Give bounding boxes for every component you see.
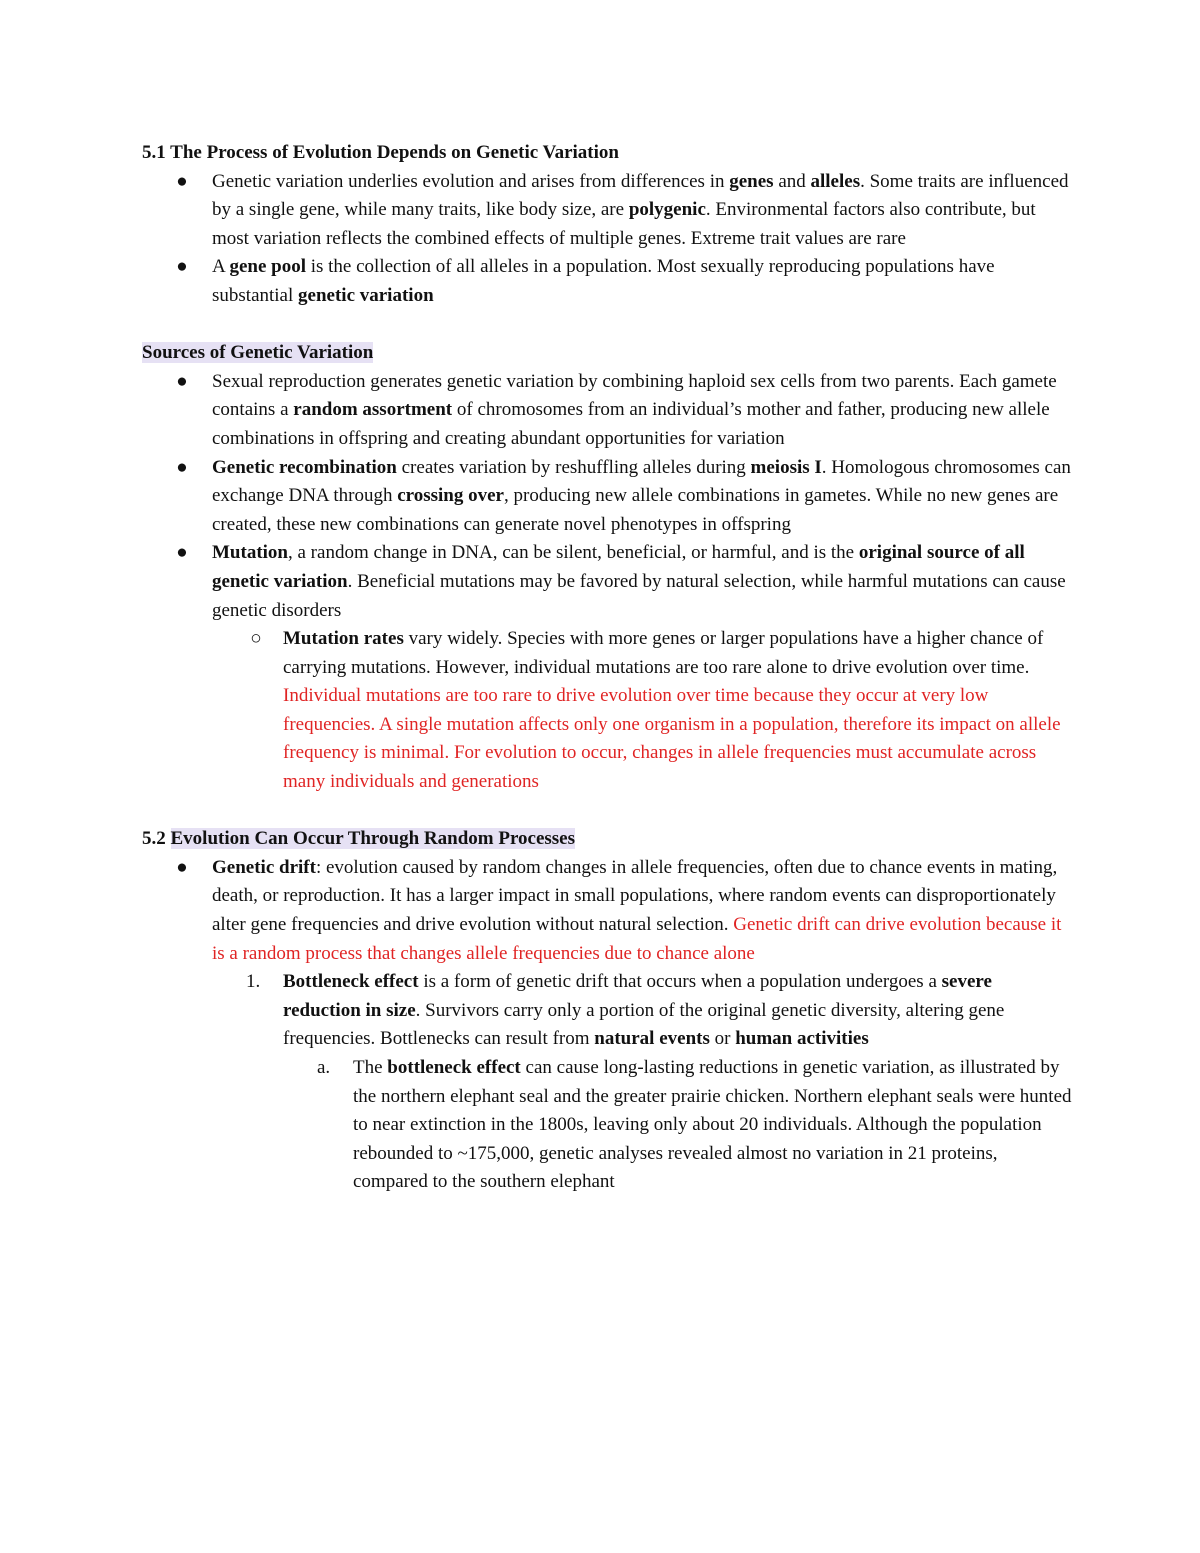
bold-term: Mutation bbox=[212, 542, 288, 564]
document-page bbox=[142, 139, 1072, 1197]
text: . Some traits are influenced by a single gene, while many traits, like body size, are bbox=[212, 170, 1069, 221]
bold-term: Bottleneck effect bbox=[283, 971, 419, 993]
list-item bbox=[176, 539, 1072, 796]
text: and bbox=[773, 170, 811, 192]
bold-term: severe reduction in size bbox=[283, 971, 992, 1021]
sub-bullet-marker: ○ bbox=[250, 628, 262, 650]
text: The bbox=[353, 1057, 388, 1078]
bold-term: Genetic recombination bbox=[212, 456, 397, 478]
list-item bbox=[176, 168, 1072, 254]
bullet-list bbox=[142, 854, 1072, 1197]
bold-term: meiosis I bbox=[750, 456, 822, 478]
section-title: Evolution Can Occur Through Random Processes bbox=[170, 828, 576, 850]
bullet-marker: ● bbox=[176, 170, 188, 192]
list-item bbox=[176, 368, 1072, 454]
red-annotation: Individual mutations are too rare to drive evolution over time because they occur at very low frequencies. A single mutation affects only one organism in a population, therefore its impact on allele frequency is minimal. For evolution to occur, changes in allele frequencies must accumulate across many individuals and generations bbox=[283, 685, 1061, 793]
text: . Survivors carry only a portion of the original genetic diversity, altering gene frequencies. Bottlenecks can result from bbox=[283, 999, 1005, 1050]
text: , a random change in DNA, can be silent, beneficial, or harmful, and is the bbox=[288, 542, 859, 564]
text: vary widely. Species with more genes or larger populations have a higher chance of carrying mutations. However, individual mutations are too rare alone to drive evolution over time. bbox=[283, 628, 1044, 678]
bullet-list bbox=[142, 368, 1072, 797]
bold-term: original source of all genetic variation bbox=[212, 542, 1025, 592]
bold-term: natural events bbox=[594, 1028, 710, 1050]
text: : evolution caused by random changes in allele frequencies, often due to chance events in mating, death, or reproduction. It has a larger impact in small populations, where random events can disproportionately alter gene frequencies and drive evolution without natural selection. bbox=[212, 856, 1058, 936]
list-item bbox=[246, 968, 1072, 1197]
bullet-list bbox=[142, 168, 1072, 311]
section-title: The Process of Evolution Depends on Genetic Variation bbox=[170, 142, 619, 163]
list-item bbox=[176, 854, 1072, 1197]
bold-term: human activities bbox=[735, 1028, 869, 1050]
text: is the collection of all alleles in a population. Most sexually reproducing populations have substantial bbox=[212, 256, 995, 306]
text: . Beneficial mutations may be favored by natural selection, while harmful mutations can cause genetic disorders bbox=[212, 570, 1066, 621]
text: A bbox=[212, 256, 230, 278]
bullet-marker: ● bbox=[176, 456, 188, 478]
list-item bbox=[250, 625, 1072, 797]
section-heading-5-1 bbox=[142, 139, 1072, 168]
bold-term: Genetic drift bbox=[212, 856, 316, 878]
lettered-list bbox=[283, 1054, 1072, 1197]
bold-term: Mutation rates bbox=[283, 628, 404, 650]
section-number: 5.2 bbox=[142, 828, 166, 850]
text: . Environmental factors also contribute, but most variation reflects the combined effects of multiple genes. Extreme trait values are rare bbox=[212, 199, 1036, 249]
text: creates variation by reshuffling alleles during bbox=[396, 456, 751, 478]
number-marker: 1. bbox=[246, 971, 261, 993]
list-item bbox=[176, 253, 1072, 310]
section-number: 5.1 bbox=[142, 142, 166, 163]
numbered-list bbox=[212, 968, 1072, 1197]
bold-term: polygenic bbox=[628, 199, 706, 221]
list-item bbox=[176, 454, 1072, 540]
bold-term: crossing over bbox=[397, 485, 504, 507]
bullet-marker: ● bbox=[176, 370, 188, 392]
text: Genetic variation underlies evolution and arises from differences in bbox=[212, 170, 730, 192]
text: , producing new allele combinations in gametes. While no new genes are created, these new combinations can generate novel phenotypes in offspring bbox=[212, 485, 1059, 535]
subsection-title: Sources of Genetic Variation bbox=[142, 342, 374, 364]
bullet-marker: ● bbox=[176, 856, 188, 878]
text: is a form of genetic drift that occurs when a population undergoes a bbox=[418, 971, 942, 993]
bold-term: genes bbox=[729, 170, 774, 192]
list-item bbox=[317, 1054, 1072, 1197]
letter-marker: a. bbox=[317, 1057, 331, 1078]
bold-term: alleles bbox=[810, 170, 861, 192]
bold-term: gene pool bbox=[229, 256, 306, 278]
text: or bbox=[709, 1028, 736, 1050]
bullet-marker: ● bbox=[176, 256, 188, 278]
sub-bullet-list bbox=[212, 625, 1072, 797]
bold-term: genetic variation bbox=[298, 284, 434, 306]
bold-term: bottleneck effect bbox=[387, 1057, 521, 1078]
section-heading-5-2 bbox=[142, 825, 1072, 854]
bullet-marker: ● bbox=[176, 542, 188, 564]
red-annotation: Genetic drift can drive evolution because it is a random process that changes allele frequencies due to chance alone bbox=[212, 914, 1062, 964]
text: Sexual reproduction generates genetic variation by combining haploid sex cells from two parents. Each gamete contains a bbox=[212, 370, 1057, 421]
text: . Homologous chromosomes can exchange DNA through bbox=[212, 456, 1071, 507]
bold-term: random assortment bbox=[293, 399, 453, 421]
text: of chromosomes from an individual’s mother and father, producing new allele combinations in offspring and creating abundant opportunities for variation bbox=[212, 399, 1050, 449]
text: can cause long-lasting reductions in genetic variation, as illustrated by the northern elephant seal and the greater prairie chicken. Northern elephant seals were hunted to near extinction in the 1800s, leaving only about 20 individuals. Although the population rebounded to ~175,000, genetic analyses revealed almost no variation in 21 proteins, compared to the southern elephant bbox=[353, 1057, 1072, 1193]
subsection-heading bbox=[142, 339, 1072, 368]
